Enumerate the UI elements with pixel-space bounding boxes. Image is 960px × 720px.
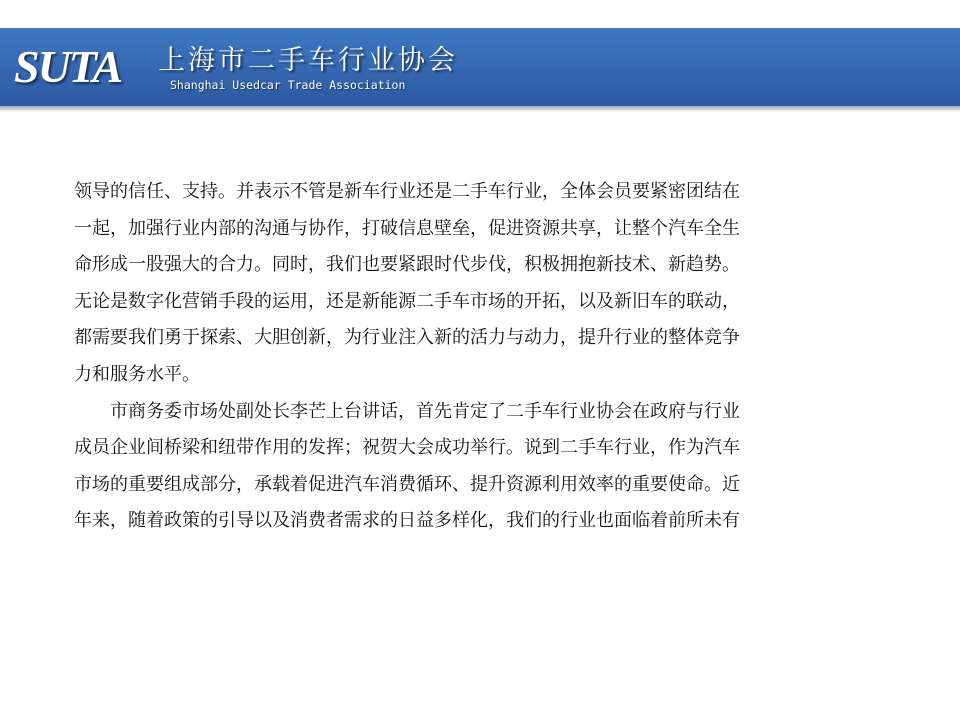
org-name-english: Shanghai Usedcar Trade Association bbox=[170, 78, 406, 92]
text-line: 都需要我们勇于探索、大胆创新，为行业注入新的活力与动力，提升行业的整体竞争 bbox=[74, 327, 740, 349]
text-line: 年来，随着政策的引导以及消费者需求的日益多样化，我们的行业也面临着前所未有 bbox=[74, 510, 740, 532]
text-line: 命形成一股强大的合力。同时，我们也要紧跟时代步伐，积极拥抱新技术、新趋势。 bbox=[74, 254, 740, 276]
header-shadow bbox=[0, 106, 960, 112]
org-name-chinese: 上海市二手车行业协会 bbox=[158, 45, 458, 76]
text-line: 无论是数字化营销手段的运用，还是新能源二手车市场的开拓，以及新旧车的联动， bbox=[74, 290, 740, 312]
suta-logo: SUTA bbox=[14, 41, 122, 92]
header-banner bbox=[0, 28, 960, 106]
text-line: 市场的重要组成部分，承载着促进汽车消费循环、提升资源利用效率的重要使命。近 bbox=[74, 473, 740, 495]
text-line: 市商务委市场处副处长李芒上台讲话，首先肯定了二手车行业协会在政府与行业 bbox=[74, 400, 740, 422]
article-body bbox=[74, 174, 874, 540]
text-line: 领导的信任、支持。并表示不管是新车行业还是二手车行业，全体会员要紧密团结在 bbox=[74, 181, 740, 202]
text-line: 一起，加强行业内部的沟通与协作，打破信息壁垒，促进资源共享，让整个汽车全生 bbox=[74, 217, 740, 239]
text-line: 力和服务水平。 bbox=[74, 363, 200, 385]
text-line: 成员企业间桥梁和纽带作用的发挥；祝贺大会成功举行。说到二手车行业，作为汽车 bbox=[74, 437, 740, 459]
